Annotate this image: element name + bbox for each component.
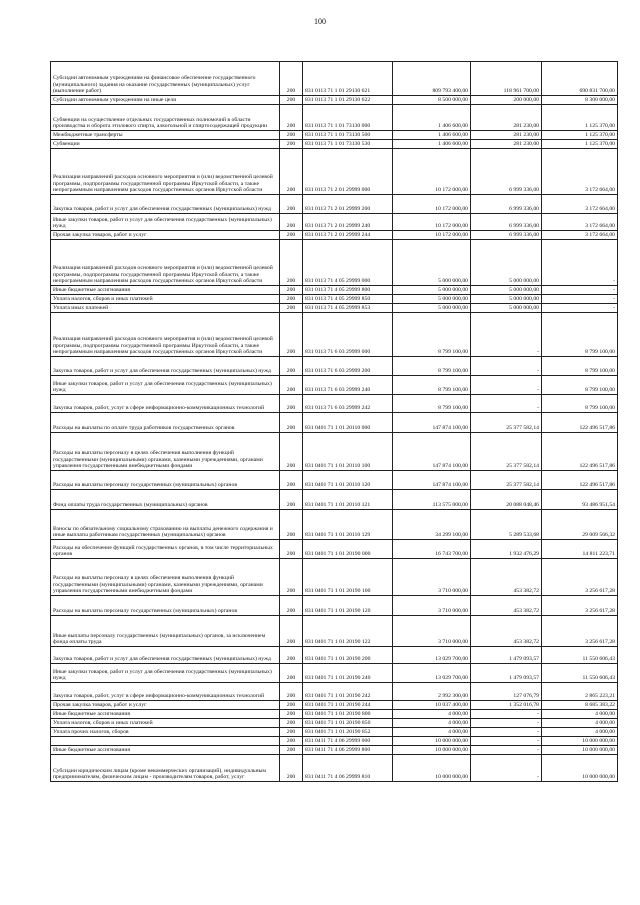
budget-classification-code-cell: 831 0411 71 4 06 29999 000	[303, 737, 393, 746]
line-code-cell: 200	[280, 62, 303, 96]
executed-amount-cell: 281 230,00	[471, 140, 542, 149]
budget-classification-code-cell: 831 0113 71 1 01 73130 530	[303, 140, 393, 149]
approved-amount-cell: 8 799 100,00	[393, 313, 471, 357]
unexecuted-amount-cell: 10 000 000,00	[542, 746, 618, 755]
expense-name-cell: Закупка товаров, работ и услуг для обеспечения государственных (муниципальных) нужд	[51, 357, 280, 376]
executed-amount-cell: 6 999 336,00	[471, 195, 542, 214]
approved-amount-cell: 10 000 000,00	[393, 737, 471, 746]
table-row	[51, 755, 618, 782]
budget-classification-code-cell: 831 0401 71 1 01 20110 120	[303, 471, 393, 490]
expense-name-cell: Закупка товаров, работ и услуг для обеспечения государственных (муниципальных) нужд	[51, 195, 280, 214]
table-row	[51, 62, 618, 96]
unexecuted-amount-cell: 8 685 383,22	[542, 701, 618, 710]
approved-amount-cell: 3 710 000,00	[393, 559, 471, 596]
budget-classification-code-cell: 831 0401 71 1 01 20110 129	[303, 510, 393, 540]
table-row	[51, 105, 618, 131]
approved-amount-cell: 1 406 600,00	[393, 105, 471, 131]
unexecuted-amount-cell: 2 865 223,21	[542, 683, 618, 701]
line-code-cell: 200	[280, 616, 303, 647]
unexecuted-amount-cell: 1 125 370,00	[542, 105, 618, 131]
budget-classification-code-cell: 831 0113 71 1 01 73130 500	[303, 131, 393, 140]
budget-execution-table	[50, 61, 618, 782]
approved-amount-cell: 4 000,00	[393, 719, 471, 728]
table-row	[51, 413, 618, 433]
budget-classification-code-cell: 831 0401 71 1 01 20190 100	[303, 559, 393, 596]
table-row	[51, 195, 618, 214]
expense-name-cell: Субвенции	[51, 140, 280, 149]
approved-amount-cell: 10 172 000,00	[393, 231, 471, 240]
executed-amount-cell: -	[471, 395, 542, 413]
page-number: 100	[314, 17, 326, 26]
unexecuted-amount-cell: -	[542, 286, 618, 295]
table-row	[51, 616, 618, 647]
line-code-cell: 200	[280, 376, 303, 395]
line-code-cell: 200	[280, 295, 303, 304]
executed-amount-cell: -	[471, 313, 542, 357]
unexecuted-amount-cell: 8 799 100,00	[542, 357, 618, 376]
table-row	[51, 149, 618, 195]
line-code-cell: 200	[280, 471, 303, 490]
line-code-cell: 200	[280, 540, 303, 559]
executed-amount-cell: 453 382,72	[471, 596, 542, 616]
executed-amount-cell: 281 230,00	[471, 105, 542, 131]
expense-name-cell: Уплата налогов, сборов и иных платежей	[51, 295, 280, 304]
line-code-cell: 200	[280, 755, 303, 782]
executed-amount-cell: 127 076,79	[471, 683, 542, 701]
approved-amount-cell: 5 000 000,00	[393, 240, 471, 286]
table-row	[51, 719, 618, 728]
approved-amount-cell: 10 172 000,00	[393, 149, 471, 195]
executed-amount-cell: 1 479 093,57	[471, 664, 542, 683]
expense-name-cell: Прочая закупка товаров, работ и услуг	[51, 701, 280, 710]
line-code-cell: 200	[280, 683, 303, 701]
line-code-cell: 200	[280, 357, 303, 376]
budget-classification-code-cell: 831 0401 71 1 01 20190 850	[303, 719, 393, 728]
expense-name-cell: Иные бюджетные ассигнования	[51, 286, 280, 295]
line-code-cell: 200	[280, 728, 303, 737]
unexecuted-amount-cell: 4 000,00	[542, 710, 618, 719]
approved-amount-cell: 147 874 100,00	[393, 413, 471, 433]
expense-name-cell: Уплата налогов, сборов и иных платежей	[51, 719, 280, 728]
expense-name-cell: Взносы по обязательному социальному страхованию на выплаты денежного содержания и иные выплаты работникам государственных (муниципальных) органов	[51, 510, 280, 540]
unexecuted-amount-cell: 93 486 951,54	[542, 490, 618, 510]
unexecuted-amount-cell: 3 172 664,00	[542, 149, 618, 195]
approved-amount-cell: 16 743 700,00	[393, 540, 471, 559]
budget-classification-code-cell: 831 0401 71 1 01 20190 242	[303, 683, 393, 701]
table-row	[51, 559, 618, 596]
line-code-cell: 200	[280, 510, 303, 540]
budget-classification-code-cell: 831 0411 71 4 06 29999 810	[303, 755, 393, 782]
table-row	[51, 295, 618, 304]
budget-classification-code-cell: 831 0113 71 2 01 29999 000	[303, 149, 393, 195]
executed-amount-cell: 5 000 000,00	[471, 286, 542, 295]
executed-amount-cell: -	[471, 376, 542, 395]
executed-amount-cell: 5 000 000,00	[471, 304, 542, 313]
line-code-cell: 200	[280, 559, 303, 596]
approved-amount-cell: 147 874 100,00	[393, 433, 471, 471]
line-code-cell: 200	[280, 746, 303, 755]
budget-classification-code-cell: 831 0113 71 1 01 29130 621	[303, 62, 393, 96]
approved-amount-cell: 10 000 000,00	[393, 746, 471, 755]
approved-amount-cell: 5 000 000,00	[393, 295, 471, 304]
line-code-cell: 200	[280, 664, 303, 683]
approved-amount-cell: 10 172 000,00	[393, 195, 471, 214]
unexecuted-amount-cell: 10 000 000,00	[542, 755, 618, 782]
table-row	[51, 376, 618, 395]
line-code-cell: 200	[280, 596, 303, 616]
unexecuted-amount-cell: 14 811 223,71	[542, 540, 618, 559]
budget-classification-code-cell: 831 0113 71 1 01 73130 000	[303, 105, 393, 131]
budget-classification-code-cell: 831 0113 71 2 01 29999 200	[303, 195, 393, 214]
table-row	[51, 304, 618, 313]
executed-amount-cell: 6 999 336,00	[471, 231, 542, 240]
unexecuted-amount-cell: 3 256 617,28	[542, 596, 618, 616]
executed-amount-cell: 200 000,00	[471, 96, 542, 105]
expense-name-cell: Реализация направлений расходов основного мероприятия и (или) ведомственной целевой программы, подпрограммы государственной программы Иркутской области, а также непрограммным направлениям расходов государственных органов Иркутской области	[51, 240, 280, 286]
unexecuted-amount-cell: 4 000,00	[542, 728, 618, 737]
approved-amount-cell: 34 299 100,00	[393, 510, 471, 540]
line-code-cell: 200	[280, 719, 303, 728]
expense-name-cell: Расходы на выплаты персоналу в целях обеспечения выполнения функций государственными (муниципальными) органами, казенными учреждениями, органами управления государственными внебюджетными фондами	[51, 559, 280, 596]
unexecuted-amount-cell: 8 799 100,00	[542, 376, 618, 395]
line-code-cell: 200	[280, 286, 303, 295]
budget-classification-code-cell: 831 0401 71 1 01 20190 000	[303, 540, 393, 559]
table-body	[51, 62, 618, 782]
budget-classification-code-cell: 831 0401 71 1 01 20190 800	[303, 710, 393, 719]
line-code-cell: 200	[280, 195, 303, 214]
expense-name-cell: Расходы на обеспечение функций государственных органов, в том числе территориальных органов	[51, 540, 280, 559]
line-code-cell: 200	[280, 105, 303, 131]
expense-name-cell: Иные бюджетные ассигнования	[51, 710, 280, 719]
unexecuted-amount-cell: 3 172 664,00	[542, 231, 618, 240]
approved-amount-cell: 13 029 700,00	[393, 647, 471, 664]
expense-name-cell: Закупка товаров, работ, услуг в сфере информационно-коммуникационных технологий	[51, 683, 280, 701]
expense-name-cell: Иные выплаты персоналу государственных (муниципальных) органов, за исключением фонда оплаты труда	[51, 616, 280, 647]
approved-amount-cell: 2 992 300,00	[393, 683, 471, 701]
unexecuted-amount-cell: 8 799 100,00	[542, 313, 618, 357]
unexecuted-amount-cell: 3 172 664,00	[542, 214, 618, 231]
unexecuted-amount-cell: -	[542, 240, 618, 286]
table-row	[51, 737, 618, 746]
executed-amount-cell: 453 382,72	[471, 616, 542, 647]
executed-amount-cell: 1 479 093,57	[471, 647, 542, 664]
line-code-cell: 200	[280, 413, 303, 433]
table-row	[51, 710, 618, 719]
line-code-cell: 200	[280, 737, 303, 746]
executed-amount-cell: 118 961 700,00	[471, 62, 542, 96]
budget-classification-code-cell: 831 0401 71 1 01 20110 121	[303, 490, 393, 510]
approved-amount-cell: 113 575 000,00	[393, 490, 471, 510]
approved-amount-cell: 4 000,00	[393, 710, 471, 719]
unexecuted-amount-cell: 8 300 000,00	[542, 96, 618, 105]
approved-amount-cell: 8 500 000,00	[393, 96, 471, 105]
executed-amount-cell: 6 999 336,00	[471, 149, 542, 195]
budget-classification-code-cell: 831 0113 71 6 03 29999 242	[303, 395, 393, 413]
expense-name-cell: Субсидии автономным учреждениям на финансовое обеспечение государственного (муниципального) задания на оказание государственных (муниципальных) услуг (выполнение работ)	[51, 62, 280, 96]
executed-amount-cell: 1 352 016,78	[471, 701, 542, 710]
expense-name-cell: Фонд оплаты труда государственных (муниципальных) органов	[51, 490, 280, 510]
table-row	[51, 596, 618, 616]
line-code-cell: 200	[280, 96, 303, 105]
expense-name-cell: Уплата прочих налогов, сборов	[51, 728, 280, 737]
expense-name-cell: Расходы на выплаты персоналу в целях обеспечения выполнения функций государственными (муниципальными) органами, казенными учреждениями, органами управления государственными внебюджетными фондами	[51, 433, 280, 471]
approved-amount-cell: 3 710 000,00	[393, 616, 471, 647]
unexecuted-amount-cell: 122 496 517,86	[542, 471, 618, 490]
approved-amount-cell: 3 710 000,00	[393, 596, 471, 616]
table-row	[51, 433, 618, 471]
executed-amount-cell: 281 230,00	[471, 131, 542, 140]
budget-classification-code-cell: 831 0401 71 1 01 20190 240	[303, 664, 393, 683]
expense-name-cell: Иные закупки товаров, работ и услуг для обеспечения государственных (муниципальных) нужд	[51, 214, 280, 231]
expense-name-cell: Расходы на выплаты по оплате труда работников государственных органов	[51, 413, 280, 433]
table-row	[51, 746, 618, 755]
expense-name-cell: Прочая закупка товаров, работ и услуг	[51, 231, 280, 240]
budget-classification-code-cell: 831 0401 71 1 01 20110 100	[303, 433, 393, 471]
expense-name-cell: Реализация направлений расходов основного мероприятия и (или) ведомственной целевой программы, подпрограммы государственной программы Иркутской области, а также непрограммным направлениям расходов государственных органов Иркутской области	[51, 313, 280, 357]
table-row	[51, 490, 618, 510]
unexecuted-amount-cell: 10 000 000,00	[542, 737, 618, 746]
approved-amount-cell: 10 037 400,00	[393, 701, 471, 710]
executed-amount-cell: 1 932 476,29	[471, 540, 542, 559]
table-row	[51, 357, 618, 376]
line-code-cell: 200	[280, 149, 303, 195]
table-row	[51, 313, 618, 357]
approved-amount-cell: 8 799 100,00	[393, 376, 471, 395]
line-code-cell: 200	[280, 240, 303, 286]
line-code-cell: 200	[280, 231, 303, 240]
unexecuted-amount-cell: 122 496 517,86	[542, 433, 618, 471]
line-code-cell: 200	[280, 647, 303, 664]
executed-amount-cell: 6 999 336,00	[471, 214, 542, 231]
unexecuted-amount-cell: 122 496 517,86	[542, 413, 618, 433]
budget-classification-code-cell: 831 0113 71 2 01 29999 240	[303, 214, 393, 231]
table-row	[51, 510, 618, 540]
line-code-cell: 200	[280, 433, 303, 471]
budget-classification-code-cell: 831 0411 71 4 06 29999 800	[303, 746, 393, 755]
budget-classification-code-cell: 831 0401 71 1 01 20190 244	[303, 701, 393, 710]
expense-name-cell: Расходы на выплаты персоналу государственных (муниципальных) органов	[51, 596, 280, 616]
approved-amount-cell: 8 799 100,00	[393, 357, 471, 376]
line-code-cell: 200	[280, 140, 303, 149]
unexecuted-amount-cell: 4 000,00	[542, 719, 618, 728]
unexecuted-amount-cell: 29 009 566,32	[542, 510, 618, 540]
expense-name-cell: Иные бюджетные ассигнования	[51, 746, 280, 755]
budget-classification-code-cell: 831 0113 71 4 05 29999 850	[303, 295, 393, 304]
approved-amount-cell: 1 406 600,00	[393, 131, 471, 140]
table-row	[51, 647, 618, 664]
line-code-cell: 200	[280, 131, 303, 140]
expense-name-cell: Закупка товаров, работ, услуг в сфере информационно-коммуникационных технологий	[51, 395, 280, 413]
budget-classification-code-cell: 831 0113 71 1 01 29130 622	[303, 96, 393, 105]
table-row	[51, 286, 618, 295]
table-row	[51, 131, 618, 140]
executed-amount-cell: 453 382,72	[471, 559, 542, 596]
unexecuted-amount-cell: -	[542, 295, 618, 304]
budget-classification-code-cell: 831 0113 71 6 03 29999 200	[303, 357, 393, 376]
expense-name-cell: Межбюджетные трансферты	[51, 131, 280, 140]
unexecuted-amount-cell: 1 125 370,00	[542, 131, 618, 140]
executed-amount-cell: 25 377 582,14	[471, 413, 542, 433]
executed-amount-cell: -	[471, 719, 542, 728]
approved-amount-cell: 1 406 600,00	[393, 140, 471, 149]
expense-name-cell: Субсидии юридическим лицам (кроме некоммерческих организаций), индивидуальным предпринимателям, физическим лицам - производителям товаров, работ, услуг	[51, 755, 280, 782]
line-code-cell: 200	[280, 304, 303, 313]
approved-amount-cell: 8 799 100,00	[393, 395, 471, 413]
budget-classification-code-cell: 831 0113 71 4 05 29999 853	[303, 304, 393, 313]
line-code-cell: 200	[280, 313, 303, 357]
unexecuted-amount-cell: 3 256 617,28	[542, 616, 618, 647]
line-code-cell: 200	[280, 701, 303, 710]
expense-name-cell: Уплата иных платежей	[51, 304, 280, 313]
approved-amount-cell: 147 874 100,00	[393, 471, 471, 490]
executed-amount-cell: 20 088 048,46	[471, 490, 542, 510]
unexecuted-amount-cell: 1 125 370,00	[542, 140, 618, 149]
budget-classification-code-cell: 831 0401 71 1 01 20110 000	[303, 413, 393, 433]
executed-amount-cell: 5 000 000,00	[471, 295, 542, 304]
table-row	[51, 728, 618, 737]
executed-amount-cell: 5 289 533,68	[471, 510, 542, 540]
table-row	[51, 214, 618, 231]
budget-classification-code-cell: 831 0401 71 1 01 20190 200	[303, 647, 393, 664]
expense-name-cell: Закупка товаров, работ и услуг для обеспечения государственных (муниципальных) нужд	[51, 647, 280, 664]
budget-classification-code-cell: 831 0113 71 2 01 29999 244	[303, 231, 393, 240]
approved-amount-cell: 4 000,00	[393, 728, 471, 737]
approved-amount-cell: 10 172 000,00	[393, 214, 471, 231]
approved-amount-cell: 809 793 400,00	[393, 62, 471, 96]
expense-name-cell: Расходы на выплаты персоналу государственных (муниципальных) органов	[51, 471, 280, 490]
unexecuted-amount-cell: 11 550 606,43	[542, 647, 618, 664]
budget-classification-code-cell: 831 0401 71 1 01 20190 122	[303, 616, 393, 647]
table-row	[51, 395, 618, 413]
table-row	[51, 96, 618, 105]
budget-classification-code-cell: 831 0401 71 1 01 20190 120	[303, 596, 393, 616]
expense-name-cell: Субвенции на осуществление отдельных государственных полномочий в области производства и оборота этилового спирта, алкогольной и спиртосодержащей продукции	[51, 105, 280, 131]
expense-name-cell: Субсидии автономным учреждениям на иные цели	[51, 96, 280, 105]
budget-classification-code-cell: 831 0113 71 6 03 29999 240	[303, 376, 393, 395]
approved-amount-cell: 10 000 000,00	[393, 755, 471, 782]
table-row	[51, 231, 618, 240]
unexecuted-amount-cell: 3 256 617,28	[542, 559, 618, 596]
expense-name-cell: Реализация направлений расходов основного мероприятия и (или) ведомственной целевой программы, подпрограммы государственной программы Иркутской области, а также непрограммным направлениям расходов государственных органов Иркутской области	[51, 149, 280, 195]
table-row	[51, 683, 618, 701]
approved-amount-cell: 5 000 000,00	[393, 286, 471, 295]
table-row	[51, 701, 618, 710]
executed-amount-cell: -	[471, 728, 542, 737]
table-row	[51, 140, 618, 149]
unexecuted-amount-cell: 690 831 700,00	[542, 62, 618, 96]
table-row	[51, 540, 618, 559]
table-row	[51, 664, 618, 683]
line-code-cell: 200	[280, 395, 303, 413]
table-row	[51, 471, 618, 490]
executed-amount-cell: -	[471, 737, 542, 746]
unexecuted-amount-cell: 3 172 664,00	[542, 195, 618, 214]
executed-amount-cell: 5 000 000,00	[471, 240, 542, 286]
expense-name-cell: Иные закупки товаров, работ и услуг для обеспечения государственных (муниципальных) нужд	[51, 376, 280, 395]
budget-classification-code-cell: 831 0401 71 1 01 20190 852	[303, 728, 393, 737]
budget-classification-code-cell: 831 0113 71 6 03 29999 000	[303, 313, 393, 357]
approved-amount-cell: 13 029 700,00	[393, 664, 471, 683]
unexecuted-amount-cell: 11 550 606,43	[542, 664, 618, 683]
line-code-cell: 200	[280, 710, 303, 719]
executed-amount-cell: -	[471, 710, 542, 719]
executed-amount-cell: -	[471, 746, 542, 755]
executed-amount-cell: 25 377 582,14	[471, 471, 542, 490]
budget-classification-code-cell: 831 0113 71 4 05 29999 000	[303, 240, 393, 286]
unexecuted-amount-cell: 8 799 100,00	[542, 395, 618, 413]
approved-amount-cell: 5 000 000,00	[393, 304, 471, 313]
budget-classification-code-cell: 831 0113 71 4 05 29999 800	[303, 286, 393, 295]
expense-name-cell	[51, 737, 280, 746]
executed-amount-cell: -	[471, 755, 542, 782]
line-code-cell: 200	[280, 490, 303, 510]
executed-amount-cell: 25 377 582,14	[471, 433, 542, 471]
line-code-cell: 200	[280, 214, 303, 231]
expense-name-cell: Иные закупки товаров, работ и услуг для обеспечения государственных (муниципальных) нужд	[51, 664, 280, 683]
unexecuted-amount-cell: -	[542, 304, 618, 313]
table-row	[51, 240, 618, 286]
executed-amount-cell: -	[471, 357, 542, 376]
